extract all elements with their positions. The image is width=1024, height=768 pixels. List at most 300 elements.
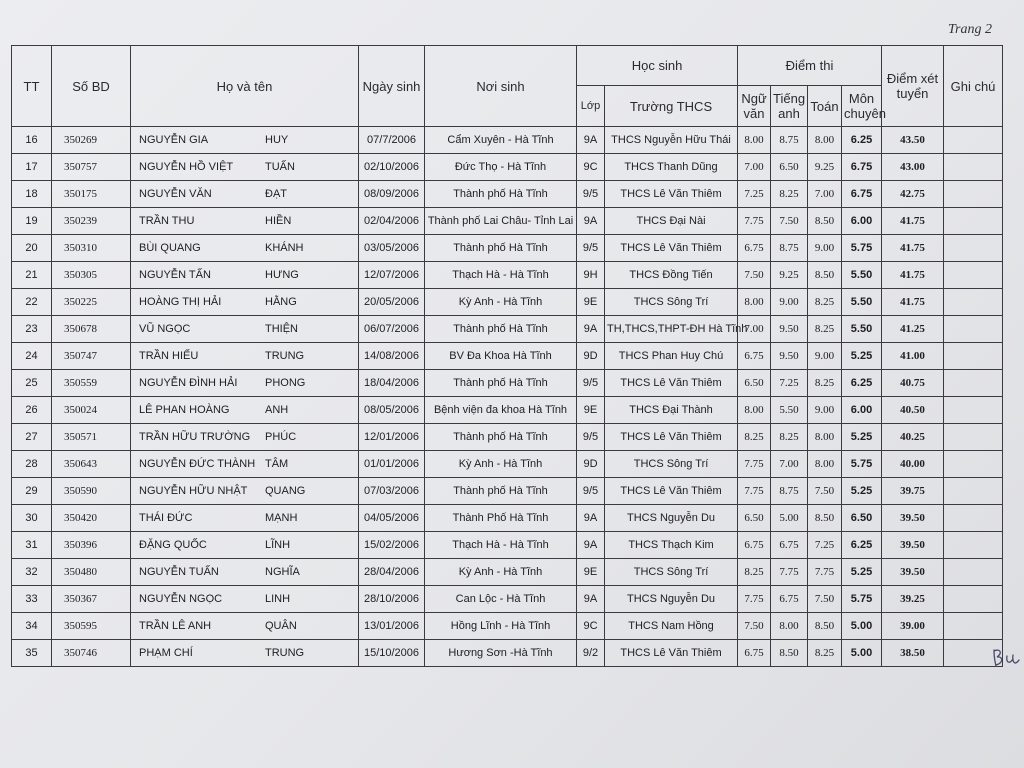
row-note [944, 262, 1003, 289]
row-total: 40.75 [882, 370, 944, 397]
row-birthplace: Hương Sơn -Hà Tĩnh [425, 640, 577, 667]
row-note [944, 343, 1003, 370]
row-birthplace: Bệnh viện đa khoa Hà Tĩnh [425, 397, 577, 424]
row-dob: 06/07/2006 [359, 316, 425, 343]
header-total: Điểm xét tuyển [882, 46, 944, 127]
row-score-math: 7.00 [808, 181, 842, 208]
row-note [944, 505, 1003, 532]
row-score-literature: 7.50 [738, 262, 771, 289]
header-tt: TT [12, 46, 52, 127]
row-class: 9/2 [577, 640, 605, 667]
row-note [944, 235, 1003, 262]
row-birthplace: Thành phố Hà Tĩnh [425, 424, 577, 451]
row-score-english: 8.25 [771, 181, 808, 208]
header-literature: Ngữ văn [738, 86, 771, 127]
row-given-name: MẠNH [265, 512, 298, 524]
row-full-name [131, 397, 359, 424]
row-surname: THÁI ĐỨC [139, 512, 193, 524]
header-note: Ghi chú [944, 46, 1003, 127]
row-surname: NGUYỄN TUẤN [139, 566, 219, 578]
row-total: 40.25 [882, 424, 944, 451]
row-total: 39.50 [882, 505, 944, 532]
row-sbd: 350747 [52, 343, 131, 370]
row-tt: 33 [12, 586, 52, 613]
row-tt: 21 [12, 262, 52, 289]
row-total: 43.00 [882, 154, 944, 181]
row-surname: ĐẶNG QUỐC [139, 539, 207, 551]
row-total: 41.75 [882, 289, 944, 316]
row-dob: 02/04/2006 [359, 208, 425, 235]
header-english: Tiếng anh [771, 86, 808, 127]
row-total: 41.75 [882, 262, 944, 289]
row-birthplace: Thành phố Hà Tĩnh [425, 478, 577, 505]
row-surname: NGUYỄN ĐỨC THÀNH [139, 458, 256, 470]
row-score-math: 8.25 [808, 370, 842, 397]
row-school: THCS Đại Nài [605, 208, 738, 235]
row-tt: 29 [12, 478, 52, 505]
row-surname: PHẠM CHÍ [139, 647, 193, 659]
table-row [12, 370, 1003, 397]
row-full-name [131, 586, 359, 613]
row-score-math: 9.00 [808, 397, 842, 424]
row-score-literature: 6.50 [738, 370, 771, 397]
row-tt: 18 [12, 181, 52, 208]
row-school: THCS Sông Trí [605, 289, 738, 316]
row-note [944, 154, 1003, 181]
row-score-literature: 8.25 [738, 424, 771, 451]
row-birthplace: Thành phố Hà Tĩnh [425, 181, 577, 208]
row-dob: 07/7/2006 [359, 127, 425, 154]
row-score-literature: 6.75 [738, 532, 771, 559]
row-surname: NGUYỄN HỒ VIỆT [139, 161, 234, 173]
row-score-specialized: 6.50 [842, 505, 882, 532]
row-sbd: 350420 [52, 505, 131, 532]
row-sbd: 350480 [52, 559, 131, 586]
row-score-english: 7.75 [771, 559, 808, 586]
row-surname: HOÀNG THỊ HẢI [139, 296, 222, 308]
row-score-math: 8.50 [808, 613, 842, 640]
row-score-literature: 6.75 [738, 343, 771, 370]
row-score-math: 7.50 [808, 478, 842, 505]
row-total: 42.75 [882, 181, 944, 208]
header-class: Lớp [577, 86, 605, 127]
row-sbd: 350590 [52, 478, 131, 505]
row-score-specialized: 5.50 [842, 262, 882, 289]
row-score-specialized: 6.75 [842, 154, 882, 181]
row-note [944, 316, 1003, 343]
row-score-specialized: 6.25 [842, 532, 882, 559]
row-score-specialized: 6.25 [842, 370, 882, 397]
table-row [12, 613, 1003, 640]
row-full-name [131, 289, 359, 316]
row-school: THCS Nguyễn Hữu Thái [605, 127, 738, 154]
table-row [12, 154, 1003, 181]
row-total: 39.50 [882, 559, 944, 586]
handwritten-mark [990, 642, 1024, 672]
row-sbd: 350595 [52, 613, 131, 640]
row-full-name [131, 640, 359, 667]
row-birthplace: Thành phố Hà Tĩnh [425, 235, 577, 262]
row-score-specialized: 5.25 [842, 424, 882, 451]
row-tt: 25 [12, 370, 52, 397]
row-score-specialized: 6.00 [842, 397, 882, 424]
row-surname: VŨ NGỌC [139, 323, 191, 335]
table-row [12, 586, 1003, 613]
row-score-specialized: 6.75 [842, 181, 882, 208]
row-sbd: 350746 [52, 640, 131, 667]
row-given-name: KHÁNH [265, 242, 304, 254]
row-class: 9A [577, 208, 605, 235]
row-birthplace: Cẩm Xuyên - Hà Tĩnh [425, 127, 577, 154]
row-full-name [131, 559, 359, 586]
header-birthplace: Nơi sinh [425, 46, 577, 127]
row-score-specialized: 5.75 [842, 586, 882, 613]
row-birthplace: Kỳ Anh - Hà Tĩnh [425, 289, 577, 316]
row-score-literature: 7.50 [738, 613, 771, 640]
table-row [12, 505, 1003, 532]
header-sbd: Số BD [52, 46, 131, 127]
row-tt: 34 [12, 613, 52, 640]
row-score-literature: 6.50 [738, 505, 771, 532]
row-full-name [131, 424, 359, 451]
row-sbd: 350678 [52, 316, 131, 343]
row-score-english: 9.00 [771, 289, 808, 316]
row-score-literature: 7.00 [738, 316, 771, 343]
row-dob: 08/09/2006 [359, 181, 425, 208]
row-score-literature: 7.75 [738, 208, 771, 235]
row-score-specialized: 5.00 [842, 640, 882, 667]
row-note [944, 208, 1003, 235]
row-score-math: 8.50 [808, 208, 842, 235]
row-dob: 18/04/2006 [359, 370, 425, 397]
row-full-name [131, 370, 359, 397]
row-dob: 01/01/2006 [359, 451, 425, 478]
row-total: 39.50 [882, 532, 944, 559]
row-school: THCS Lê Văn Thiêm [605, 181, 738, 208]
row-full-name [131, 127, 359, 154]
row-note [944, 181, 1003, 208]
row-total: 40.00 [882, 451, 944, 478]
row-score-math: 8.25 [808, 289, 842, 316]
row-score-specialized: 6.25 [842, 127, 882, 154]
row-score-math: 8.00 [808, 127, 842, 154]
row-school: THCS Sông Trí [605, 559, 738, 586]
row-dob: 12/07/2006 [359, 262, 425, 289]
table-row [12, 208, 1003, 235]
row-score-literature: 8.00 [738, 127, 771, 154]
row-note [944, 586, 1003, 613]
row-total: 41.75 [882, 208, 944, 235]
row-given-name: PHONG [265, 377, 306, 389]
row-given-name: QUANG [265, 485, 306, 497]
row-score-english: 7.25 [771, 370, 808, 397]
row-score-literature: 7.75 [738, 478, 771, 505]
row-total: 41.75 [882, 235, 944, 262]
row-birthplace: Thạch Hà - Hà Tĩnh [425, 262, 577, 289]
row-birthplace: Can Lộc - Hà Tĩnh [425, 586, 577, 613]
row-given-name: TÂM [265, 458, 289, 470]
row-note [944, 289, 1003, 316]
row-class: 9E [577, 559, 605, 586]
row-school: THCS Nam Hồng [605, 613, 738, 640]
row-score-math: 8.25 [808, 640, 842, 667]
row-class: 9/5 [577, 181, 605, 208]
row-note [944, 397, 1003, 424]
row-dob: 12/01/2006 [359, 424, 425, 451]
row-given-name: TRUNG [265, 647, 305, 659]
row-total: 39.75 [882, 478, 944, 505]
row-class: 9H [577, 262, 605, 289]
row-school: TH,THCS,THPT-ĐH Hà Tĩnh [605, 316, 738, 343]
row-dob: 15/02/2006 [359, 532, 425, 559]
row-score-english: 8.75 [771, 235, 808, 262]
row-school: THCS Lê Văn Thiêm [605, 370, 738, 397]
row-birthplace: Đức Thọ - Hà Tĩnh [425, 154, 577, 181]
row-score-english: 8.00 [771, 613, 808, 640]
row-birthplace: Kỳ Anh - Hà Tĩnh [425, 451, 577, 478]
row-score-math: 9.25 [808, 154, 842, 181]
row-dob: 13/01/2006 [359, 613, 425, 640]
row-score-english: 6.75 [771, 532, 808, 559]
row-note [944, 370, 1003, 397]
row-school: THCS Sông Trí [605, 451, 738, 478]
row-score-math: 7.25 [808, 532, 842, 559]
row-given-name: TRUNG [265, 350, 305, 362]
row-school: THCS Đồng Tiến [605, 262, 738, 289]
row-sbd: 350559 [52, 370, 131, 397]
row-note [944, 127, 1003, 154]
row-class: 9E [577, 289, 605, 316]
header-specialized: Môn chuyên [842, 86, 882, 127]
row-sbd: 350396 [52, 532, 131, 559]
table-row [12, 424, 1003, 451]
header-student-group: Học sinh [577, 46, 738, 86]
header-name: Họ và tên [131, 46, 359, 127]
row-total: 40.50 [882, 397, 944, 424]
row-surname: TRẦN HỮU TRƯỜNG [139, 431, 251, 443]
row-tt: 16 [12, 127, 52, 154]
row-score-math: 9.00 [808, 343, 842, 370]
row-score-literature: 8.25 [738, 559, 771, 586]
row-birthplace: Kỳ Anh - Hà Tĩnh [425, 559, 577, 586]
row-given-name: ĐẠT [265, 188, 287, 200]
row-sbd: 350175 [52, 181, 131, 208]
row-sbd: 350225 [52, 289, 131, 316]
row-score-literature: 7.00 [738, 154, 771, 181]
row-class: 9/5 [577, 370, 605, 397]
row-score-specialized: 6.00 [842, 208, 882, 235]
row-tt: 27 [12, 424, 52, 451]
row-full-name [131, 451, 359, 478]
row-surname: TRẦN LÊ ANH [139, 620, 212, 632]
row-sbd: 350269 [52, 127, 131, 154]
row-dob: 03/05/2006 [359, 235, 425, 262]
row-sbd: 350239 [52, 208, 131, 235]
row-given-name: LĨNH [265, 539, 291, 551]
row-birthplace: Thành phố Lai Châu- Tỉnh Lai [425, 208, 577, 235]
row-tt: 28 [12, 451, 52, 478]
row-score-specialized: 5.50 [842, 316, 882, 343]
row-surname: NGUYỄN HỮU NHẬT [139, 485, 248, 497]
row-class: 9A [577, 532, 605, 559]
row-score-english: 9.50 [771, 343, 808, 370]
row-surname: LÊ PHAN HOÀNG [139, 404, 230, 416]
table-row [12, 451, 1003, 478]
row-score-math: 9.00 [808, 235, 842, 262]
row-total: 43.50 [882, 127, 944, 154]
row-class: 9C [577, 613, 605, 640]
header-math: Toán [808, 86, 842, 127]
row-tt: 19 [12, 208, 52, 235]
row-dob: 15/10/2006 [359, 640, 425, 667]
row-sbd: 350757 [52, 154, 131, 181]
row-score-english: 9.50 [771, 316, 808, 343]
row-given-name: THIỆN [265, 323, 298, 335]
row-note [944, 451, 1003, 478]
row-score-specialized: 5.75 [842, 235, 882, 262]
row-given-name: QUÂN [265, 620, 297, 632]
row-class: 9/5 [577, 478, 605, 505]
row-total: 41.25 [882, 316, 944, 343]
row-given-name: NGHĨA [265, 566, 300, 578]
row-school: THCS Phan Huy Chú [605, 343, 738, 370]
row-sbd: 350024 [52, 397, 131, 424]
row-given-name: HƯNG [265, 269, 299, 281]
row-birthplace: Thạch Hà - Hà Tĩnh [425, 532, 577, 559]
row-score-specialized: 5.25 [842, 478, 882, 505]
header-dob: Ngày sinh [359, 46, 425, 127]
row-given-name: TUẤN [265, 161, 295, 173]
row-given-name: HUY [265, 134, 289, 146]
row-tt: 31 [12, 532, 52, 559]
row-total: 38.50 [882, 640, 944, 667]
row-class: 9/5 [577, 235, 605, 262]
row-full-name [131, 235, 359, 262]
row-note [944, 532, 1003, 559]
row-surname: NGUYỄN VĂN [139, 188, 212, 200]
row-score-literature: 8.00 [738, 289, 771, 316]
row-birthplace: Hồng Lĩnh - Hà Tĩnh [425, 613, 577, 640]
row-school: THCS Đại Thành [605, 397, 738, 424]
table-row [12, 532, 1003, 559]
row-full-name [131, 316, 359, 343]
row-surname: NGUYỄN ĐÌNH HẢI [139, 377, 238, 389]
row-tt: 24 [12, 343, 52, 370]
row-surname: NGUYỄN NGỌC [139, 593, 223, 605]
row-dob: 20/05/2006 [359, 289, 425, 316]
row-dob: 02/10/2006 [359, 154, 425, 181]
row-score-math: 8.50 [808, 505, 842, 532]
row-tt: 32 [12, 559, 52, 586]
row-class: 9A [577, 586, 605, 613]
row-full-name [131, 343, 359, 370]
row-full-name [131, 478, 359, 505]
table-row [12, 127, 1003, 154]
row-tt: 22 [12, 289, 52, 316]
row-full-name [131, 262, 359, 289]
row-score-math: 7.75 [808, 559, 842, 586]
row-tt: 26 [12, 397, 52, 424]
table-header [12, 46, 1003, 127]
row-dob: 28/04/2006 [359, 559, 425, 586]
row-birthplace: Thành phố Hà Tĩnh [425, 316, 577, 343]
row-birthplace: BV Đa Khoa Hà Tĩnh [425, 343, 577, 370]
row-score-literature: 7.25 [738, 181, 771, 208]
row-birthplace: Thành Phố Hà Tĩnh [425, 505, 577, 532]
row-score-english: 7.00 [771, 451, 808, 478]
row-score-english: 5.00 [771, 505, 808, 532]
row-school: THCS Lê Văn Thiêm [605, 424, 738, 451]
row-score-specialized: 5.00 [842, 613, 882, 640]
row-surname: NGUYỄN TẤN [139, 269, 211, 281]
row-total: 41.00 [882, 343, 944, 370]
row-dob: 14/08/2006 [359, 343, 425, 370]
table-row [12, 181, 1003, 208]
row-tt: 35 [12, 640, 52, 667]
row-full-name [131, 181, 359, 208]
row-given-name: HIỀN [265, 215, 292, 227]
row-class: 9D [577, 451, 605, 478]
row-full-name [131, 154, 359, 181]
row-sbd: 350643 [52, 451, 131, 478]
row-total: 39.00 [882, 613, 944, 640]
row-total: 39.25 [882, 586, 944, 613]
row-given-name: ANH [265, 404, 289, 416]
row-score-english: 8.25 [771, 424, 808, 451]
row-sbd: 350305 [52, 262, 131, 289]
row-score-english: 8.50 [771, 640, 808, 667]
row-class: 9A [577, 316, 605, 343]
row-score-english: 8.75 [771, 127, 808, 154]
table-body [12, 127, 1003, 667]
table-row [12, 640, 1003, 667]
row-score-math: 8.25 [808, 316, 842, 343]
row-sbd: 350571 [52, 424, 131, 451]
row-dob: 08/05/2006 [359, 397, 425, 424]
row-tt: 23 [12, 316, 52, 343]
row-dob: 07/03/2006 [359, 478, 425, 505]
row-surname: NGUYỄN GIA [139, 134, 209, 146]
row-score-math: 8.00 [808, 424, 842, 451]
row-score-english: 5.50 [771, 397, 808, 424]
row-note [944, 424, 1003, 451]
row-score-specialized: 5.25 [842, 343, 882, 370]
table-row [12, 262, 1003, 289]
row-score-specialized: 5.25 [842, 559, 882, 586]
row-dob: 04/05/2006 [359, 505, 425, 532]
table-row [12, 478, 1003, 505]
row-score-english: 6.50 [771, 154, 808, 181]
row-score-english: 6.75 [771, 586, 808, 613]
row-class: 9E [577, 397, 605, 424]
row-class: 9A [577, 505, 605, 532]
row-score-math: 8.00 [808, 451, 842, 478]
row-full-name [131, 532, 359, 559]
row-birthplace: Thành phố Hà Tĩnh [425, 370, 577, 397]
table-row [12, 316, 1003, 343]
row-full-name [131, 208, 359, 235]
table-row [12, 343, 1003, 370]
row-score-math: 8.50 [808, 262, 842, 289]
results-table [11, 45, 1003, 667]
row-school: THCS Lê Văn Thiêm [605, 640, 738, 667]
row-score-literature: 7.75 [738, 586, 771, 613]
row-class: 9A [577, 127, 605, 154]
row-score-english: 7.50 [771, 208, 808, 235]
row-score-english: 8.75 [771, 478, 808, 505]
row-tt: 20 [12, 235, 52, 262]
row-class: 9C [577, 154, 605, 181]
